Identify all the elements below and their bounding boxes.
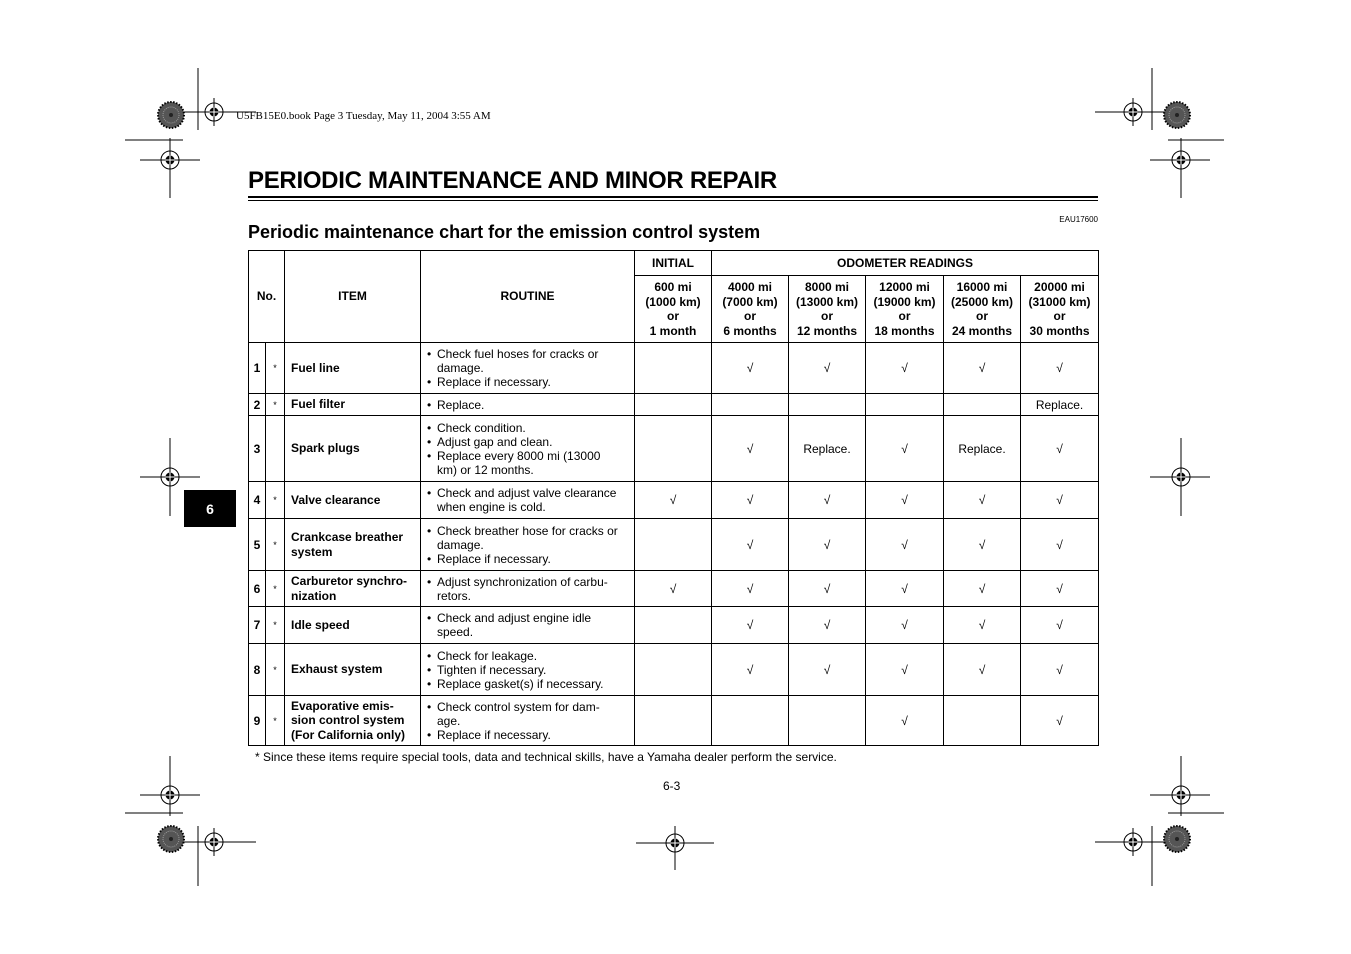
dealer-service-marker: * <box>266 394 285 416</box>
interval-value: √ <box>866 571 944 607</box>
routine-bullet <box>427 449 630 477</box>
routine-bullet <box>427 486 630 514</box>
item-line: Valve clearance <box>291 492 381 507</box>
interval-value: √ <box>712 607 789 644</box>
dealer-service-marker <box>266 416 285 482</box>
bullet-icon: • <box>427 375 432 389</box>
routine-text <box>437 398 484 412</box>
header-odometer: ODOMETER READINGS <box>712 251 1099 276</box>
interval-line: 4000 mi <box>727 280 773 294</box>
routine-bullet <box>427 649 630 663</box>
row-number: 1 <box>249 343 266 394</box>
routine-line: damage. <box>437 537 484 552</box>
item-line: sion control system <box>291 713 405 728</box>
routine-line: Replace if necessary. <box>437 551 551 566</box>
routine-line: Check and adjust engine idle <box>437 611 592 625</box>
routine-bullet <box>427 375 630 389</box>
interval-line: or <box>976 309 988 323</box>
table-row <box>249 696 1099 746</box>
table-row <box>249 482 1099 519</box>
routine-text <box>437 649 537 663</box>
interval-value: √ <box>789 343 866 394</box>
interval-value: √ <box>712 644 789 696</box>
interval-value: √ <box>866 343 944 394</box>
row-number: 7 <box>249 607 266 644</box>
interval-header <box>789 276 866 343</box>
routine-line: km) or 12 months. <box>437 462 534 477</box>
interval-value: √ <box>789 571 866 607</box>
interval-value <box>635 394 712 416</box>
routine-line: speed. <box>437 625 474 639</box>
routine-text <box>437 347 598 375</box>
bullet-icon: • <box>427 676 432 691</box>
routine-bullet <box>427 728 630 742</box>
row-number: 4 <box>249 482 266 519</box>
interval-line: (13000 km) <box>795 294 859 309</box>
bullet-icon: • <box>427 662 432 677</box>
routine-line: age. <box>437 713 461 728</box>
routine-text <box>437 677 604 691</box>
interval-value <box>712 696 789 746</box>
bullet-icon: • <box>427 551 432 566</box>
routine-line: Check control system for dam- <box>437 699 600 714</box>
header-initial: INITIAL <box>635 251 712 276</box>
interval-value: √ <box>866 482 944 519</box>
item-line: Spark plugs <box>291 441 360 456</box>
item-line: Carburetor synchro- <box>291 574 408 588</box>
item-name <box>285 394 421 416</box>
dealer-service-marker: * <box>266 644 285 696</box>
item-name <box>285 644 421 696</box>
routine-line: Replace. <box>437 397 485 412</box>
interval-value: √ <box>866 607 944 644</box>
interval-line: (7000 km) <box>722 294 778 309</box>
interval-line: (31000 km) <box>1028 294 1091 309</box>
interval-value: √ <box>1021 644 1099 696</box>
table-body <box>249 343 1099 746</box>
page-number: 6-3 <box>663 779 681 793</box>
title-rule-thin <box>248 200 1098 201</box>
interval-line: or <box>667 309 679 323</box>
routine-cell <box>421 482 635 519</box>
routine-text <box>437 375 551 389</box>
dealer-service-marker: * <box>266 696 285 746</box>
interval-line: or <box>744 309 756 323</box>
routine-text <box>437 575 608 603</box>
maintenance-table <box>248 250 1099 746</box>
interval-header <box>866 276 944 343</box>
routine-text <box>437 435 552 449</box>
item-line: Evaporative emis- <box>291 698 394 713</box>
interval-value: √ <box>635 482 712 519</box>
bullet-icon: • <box>427 574 432 589</box>
interval-header <box>712 276 789 343</box>
item-name <box>285 571 421 607</box>
interval-value <box>635 343 712 394</box>
routine-text <box>437 421 526 435</box>
interval-value <box>635 696 712 746</box>
item-name <box>285 696 421 746</box>
interval-line: or <box>898 309 911 323</box>
interval-value: √ <box>712 343 789 394</box>
bullet-icon: • <box>427 420 432 435</box>
routine-text <box>437 663 546 677</box>
routine-line: Check fuel hoses for cracks or <box>437 347 599 361</box>
interval-value: √ <box>712 519 789 571</box>
dealer-service-marker: * <box>266 607 285 644</box>
interval-line: 16000 mi <box>956 280 1008 294</box>
bullet-icon: • <box>427 648 432 663</box>
item-name <box>285 607 421 644</box>
table-row <box>249 416 1099 482</box>
routine-bullet <box>427 677 630 691</box>
item-line: nization <box>291 588 337 603</box>
routine-text <box>437 728 551 742</box>
interval-value <box>866 394 944 416</box>
dealer-service-marker: * <box>266 571 285 607</box>
routine-line: Replace gasket(s) if necessary. <box>437 676 604 691</box>
interval-line: 12 months <box>796 323 857 338</box>
interval-line: (19000 km) <box>873 294 936 309</box>
bullet-icon: • <box>427 523 432 538</box>
routine-bullet <box>427 347 630 375</box>
interval-value: √ <box>944 343 1021 394</box>
item-name <box>285 482 421 519</box>
interval-line: 1 month <box>649 323 697 338</box>
table-row <box>249 343 1099 394</box>
dealer-service-marker: * <box>266 482 285 519</box>
table-row <box>249 571 1099 607</box>
table-row <box>249 394 1099 416</box>
interval-line: (1000 km) <box>645 294 701 309</box>
header-no: No. <box>249 251 285 343</box>
interval-header <box>635 276 712 343</box>
interval-value: √ <box>789 644 866 696</box>
bullet-icon: • <box>427 611 432 625</box>
routine-text <box>437 486 616 514</box>
interval-line: 12000 mi <box>879 280 930 294</box>
item-line: Fuel line <box>291 360 340 375</box>
routine-cell <box>421 519 635 571</box>
row-number: 9 <box>249 696 266 746</box>
interval-value: √ <box>789 482 866 519</box>
title-rule <box>248 196 1098 198</box>
bullet-icon: • <box>427 397 432 412</box>
routine-cell <box>421 571 635 607</box>
routine-text <box>437 611 591 639</box>
interval-header <box>1021 276 1099 343</box>
interval-line: 18 months <box>874 323 935 338</box>
interval-value: √ <box>866 644 944 696</box>
routine-cell <box>421 644 635 696</box>
interval-header <box>944 276 1021 343</box>
routine-line: Replace if necessary. <box>437 375 551 389</box>
interval-line: 6 months <box>723 323 777 338</box>
routine-line: Adjust gap and clean. <box>437 434 553 449</box>
routine-text <box>437 552 551 566</box>
interval-value <box>789 696 866 746</box>
item-line: (For California only) <box>291 727 405 742</box>
routine-text <box>437 449 600 477</box>
header-routine: ROUTINE <box>421 251 635 343</box>
routine-bullet <box>427 421 630 435</box>
dealer-service-marker: * <box>266 343 285 394</box>
routine-bullet <box>427 700 630 728</box>
item-line: Crankcase breather <box>291 530 404 544</box>
interval-value: √ <box>944 482 1021 519</box>
routine-bullet <box>427 611 630 639</box>
item-name <box>285 519 421 571</box>
routine-line: Adjust synchronization of carbu- <box>437 574 608 589</box>
item-line: Idle speed <box>291 617 350 632</box>
section-code: EAU17600 <box>1059 215 1098 224</box>
interval-value: √ <box>866 696 944 746</box>
interval-value: √ <box>1021 343 1099 394</box>
routine-cell <box>421 607 635 644</box>
routine-line: Check for leakage. <box>437 648 538 663</box>
interval-value: √ <box>944 519 1021 571</box>
interval-line: 600 mi <box>654 280 692 294</box>
interval-value <box>712 394 789 416</box>
bullet-icon: • <box>427 448 432 463</box>
interval-value <box>635 644 712 696</box>
row-number: 8 <box>249 644 266 696</box>
routine-line: retors. <box>437 588 472 603</box>
interval-value <box>635 416 712 482</box>
routine-text <box>437 700 600 728</box>
routine-line: Check condition. <box>437 420 526 435</box>
interval-line: 8000 mi <box>804 280 850 294</box>
routine-cell <box>421 696 635 746</box>
item-line: Fuel filter <box>291 397 346 412</box>
interval-value: Replace. <box>789 416 866 482</box>
bullet-icon: • <box>427 727 432 742</box>
interval-value <box>789 394 866 416</box>
interval-value <box>944 696 1021 746</box>
routine-cell <box>421 343 635 394</box>
routine-line: Tighten if necessary. <box>437 662 547 677</box>
interval-value: √ <box>866 416 944 482</box>
interval-value <box>944 394 1021 416</box>
interval-value: √ <box>789 519 866 571</box>
interval-value: √ <box>1021 607 1099 644</box>
interval-value: √ <box>944 607 1021 644</box>
item-name <box>285 343 421 394</box>
routine-bullet <box>427 435 630 449</box>
routine-cell <box>421 394 635 416</box>
routine-cell <box>421 416 635 482</box>
section-title: Periodic maintenance chart for the emission control system <box>248 222 761 242</box>
routine-line: when engine is cold. <box>437 500 546 514</box>
interval-value: √ <box>944 644 1021 696</box>
interval-line: or <box>821 309 833 323</box>
interval-line: (25000 km) <box>950 294 1014 309</box>
interval-line: 20000 mi <box>1034 280 1085 294</box>
routine-line: Replace if necessary. <box>437 727 551 742</box>
book-slug: U5FB15E0.book Page 3 Tuesday, May 11, 2004 3:55 AM <box>236 110 491 122</box>
chapter-tab: 6 <box>184 490 236 527</box>
item-line: system <box>291 544 333 559</box>
interval-value <box>635 607 712 644</box>
item-name <box>285 416 421 482</box>
header-item: ITEM <box>285 251 421 343</box>
routine-line: Check breather hose for cracks or <box>437 523 618 538</box>
interval-value: Replace. <box>1021 394 1099 416</box>
interval-value: √ <box>1021 482 1099 519</box>
routine-line: Replace every 8000 mi (13000 <box>437 448 601 463</box>
interval-value: √ <box>1021 696 1099 746</box>
bullet-icon: • <box>427 699 432 714</box>
routine-bullet <box>427 398 630 412</box>
interval-line: 24 months <box>951 323 1012 338</box>
interval-value: √ <box>712 571 789 607</box>
interval-value: √ <box>866 519 944 571</box>
interval-value <box>635 519 712 571</box>
row-number: 6 <box>249 571 266 607</box>
row-number: 5 <box>249 519 266 571</box>
interval-value: √ <box>1021 571 1099 607</box>
chapter-title: PERIODIC MAINTENANCE AND MINOR REPAIR <box>248 167 777 194</box>
routine-line: Check and adjust valve clearance <box>437 486 617 500</box>
interval-value: √ <box>1021 519 1099 571</box>
routine-bullet <box>427 552 630 566</box>
interval-value: √ <box>789 607 866 644</box>
interval-value: √ <box>944 571 1021 607</box>
interval-value: √ <box>1021 416 1099 482</box>
interval-line: 30 months <box>1029 323 1090 338</box>
routine-bullet <box>427 524 630 552</box>
table-row <box>249 607 1099 644</box>
interval-line: or <box>1053 309 1066 323</box>
bullet-icon: • <box>427 486 432 500</box>
dealer-service-marker: * <box>266 519 285 571</box>
routine-line: damage. <box>437 361 484 375</box>
table-row <box>249 644 1099 696</box>
footnote: * Since these items require special tools, data and technical skills, have a Yamaha dealer perform the service. <box>255 750 837 764</box>
bullet-icon: • <box>427 347 432 361</box>
interval-value: √ <box>712 416 789 482</box>
interval-value: √ <box>712 482 789 519</box>
routine-text <box>437 524 618 552</box>
table-row <box>249 519 1099 571</box>
routine-bullet <box>427 663 630 677</box>
row-number: 2 <box>249 394 266 416</box>
routine-bullet <box>427 575 630 603</box>
row-number: 3 <box>249 416 266 482</box>
item-line: Exhaust system <box>291 662 383 677</box>
interval-value: √ <box>635 571 712 607</box>
interval-value: Replace. <box>944 416 1021 482</box>
bullet-icon: • <box>427 434 432 449</box>
